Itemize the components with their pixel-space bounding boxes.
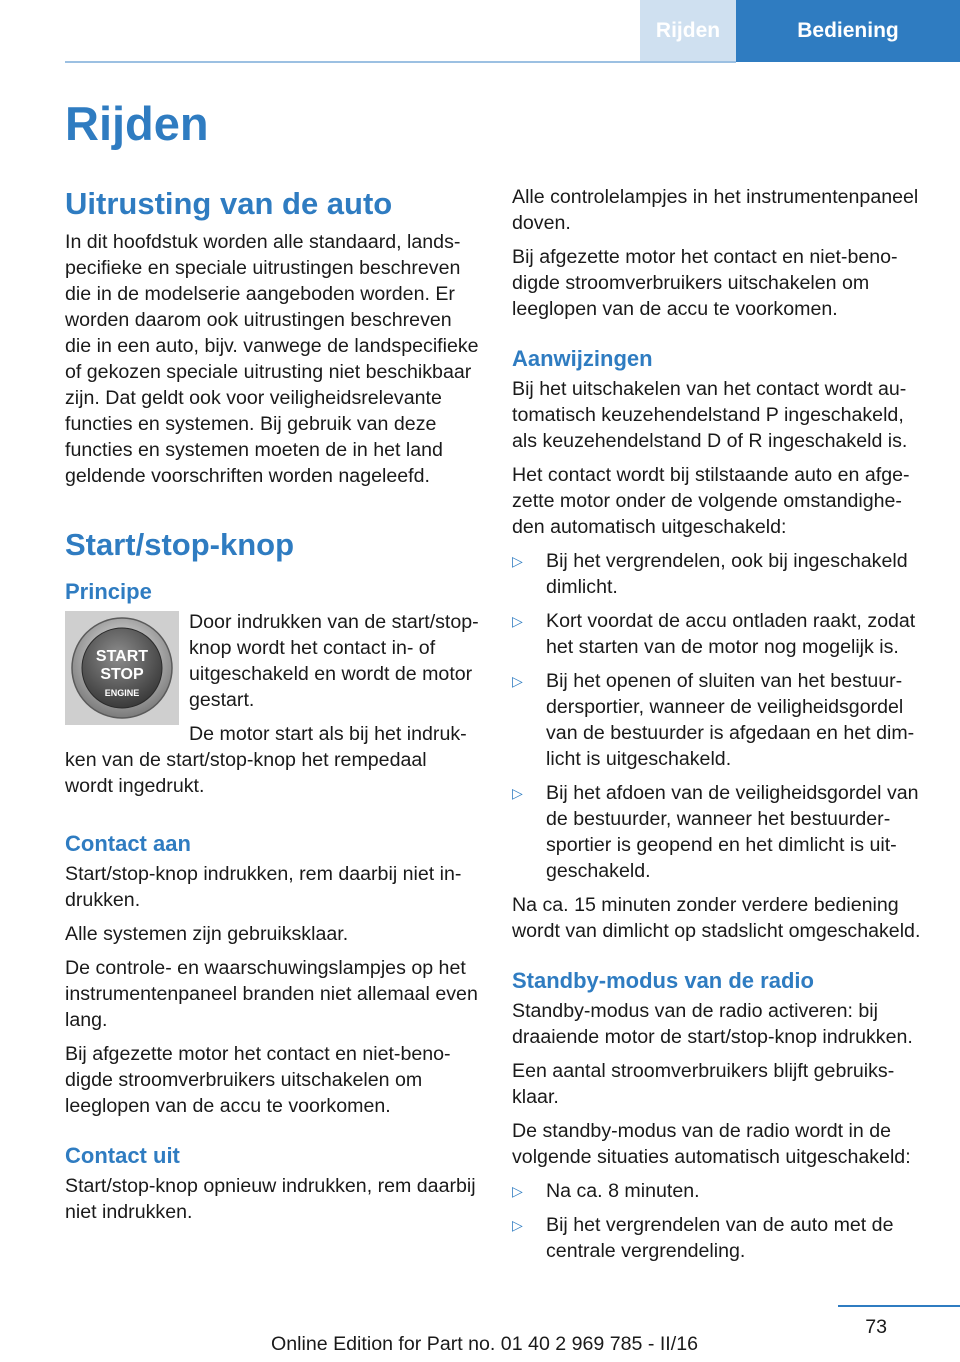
button-label-stop: STOP [100,666,144,683]
footer-rule [838,1305,960,1307]
bullet-triangle-icon: ▷ [512,785,523,801]
paragraph-contact-on-4: Bij afgezette motor het contact en niet-benodigde stroomverbruikers uitschakelen om leeglopen van de accu te voorkomen. [65,1043,451,1117]
heading-standby: Standby-modus van de radio [512,968,814,993]
heading-start-stop: Start/stop-knop [65,527,295,562]
header-section-label: Rijden [640,0,736,62]
header-chapter-label: Bediening [736,0,960,62]
button-label-start: START [95,648,149,665]
header-rule [65,61,736,63]
heading-contact-off: Contact uit [65,1143,180,1168]
bullet-list-standby [512,1178,926,1264]
page-header [640,0,960,62]
list-item: ▷ Na ca. 8 minuten. [512,1180,700,1202]
start-stop-button-icon [70,616,174,720]
left-column [65,184,479,1233]
bullet-list-notes [512,548,926,884]
bullet-triangle-icon: ▷ [512,673,523,689]
paragraph-principle-1: Door indrukken van de start/stop-knop wordt het contact in- of uitgeschakeld en wordt de motor gestart. [189,611,479,711]
paragraph-contact-on-2: Alle systemen zijn gebruiksklaar. [65,923,349,945]
paragraph-standby-2: Een aantal stroomverbruikers blijft gebruiksklaar. [512,1060,895,1108]
bullet-triangle-icon: ▷ [512,613,523,629]
paragraph-notes-2: Het contact wordt bij stilstaande auto en afgezette motor onder de volgende omstandigheden automatisch uitgeschakeld: [512,464,910,538]
heading-principle: Principe [65,579,152,604]
button-label-engine: ENGINE [104,688,140,698]
paragraph-standby-3: De standby-modus van de radio wordt in de volgende situaties automatisch uitgeschakeld: [512,1120,911,1168]
bullet-triangle-icon: ▷ [512,1217,523,1233]
bullet-triangle-icon: ▷ [512,553,523,569]
right-column [512,184,926,1272]
edition-footer: Online Edition for Part no. 01 40 2 969 785 - II/16 [271,1333,698,1355]
list-item: ▷ Bij het vergrendelen, ook bij ingeschakeld dimlicht. [512,550,908,598]
page-title: Rijden [65,97,209,150]
paragraph-standby-1: Standby-modus van de radio activeren: bij draaiende motor de start/stop-knop indrukken. [512,1000,913,1048]
start-stop-button-image [65,611,179,725]
paragraph-contact-on-1: Start/stop-knop indrukken, rem daarbij niet indrukken. [65,863,462,911]
heading-notes: Aanwijzingen [512,346,653,371]
list-item: ▷ Bij het openen of sluiten van het bestuurdersportier, wanneer de veiligheidsgordel van de bestuurder is afgedaan en het dimlicht is uitgeschakeld. [512,670,915,770]
list-item: ▷ Bij het vergrendelen van de auto met de centrale vergrendeling. [512,1214,894,1262]
paragraph-principle-2: De motor start als bij het indrukken van de start/stop-knop het rempedaal wordt ingedrukt. [65,723,467,797]
list-item: ▷ Bij het afdoen van de veiligheidsgordel van de bestuurder, wanneer het bestuurdersportier is geopend en het dimlicht is uitgeschakeld. [512,782,919,882]
bullet-triangle-icon: ▷ [512,1183,523,1199]
paragraph-lamps-off: Alle controlelampjes in het instrumentenpaneel doven. [512,186,919,234]
paragraph-contact-on-3: De controle- en waarschuwingslampjes op het instrumentenpaneel branden niet allemaal even lang. [65,957,478,1031]
heading-equipment: Uitrusting van de auto [65,186,393,221]
heading-contact-on: Contact aan [65,831,191,856]
page-number: 73 [865,1316,887,1338]
principle-block [65,609,479,807]
paragraph-equipment: In dit hoofdstuk worden alle standaard, landspecifieke en speciale uitrustingen beschreven die in de modelserie aangeboden worden. Er worden daarom ook uitrustingen beschreven die in een auto, bijv. vanwege de landspecifieke of gekozen speciale uitrusting niet beschikbaar zijn. Dat geldt ook voor veiligheidsrelevante functies en systemen. Bij gebruik van deze functies en systemen moeten de in het land geldende voorschriften worden nageleefd. [65,231,479,487]
paragraph-battery: Bij afgezette motor het contact en niet-benodigde stroomverbruikers uitschakelen om leeglopen van de accu te voorkomen. [512,246,898,320]
list-item: ▷ Kort voordat de accu ontladen raakt, zodat het starten van de motor nog mogelijk is. [512,610,916,658]
paragraph-contact-off-1: Start/stop-knop opnieuw indrukken, rem daarbij niet indrukken. [65,1175,476,1223]
paragraph-notes-1: Bij het uitschakelen van het contact wordt automatisch keuzehendelstand P ingeschakeld, als keuzehendelstand D of R ingeschakeld is. [512,378,908,452]
paragraph-notes-3: Na ca. 15 minuten zonder verdere bediening wordt van dimlicht op stadslicht omgeschakeld. [512,894,921,942]
